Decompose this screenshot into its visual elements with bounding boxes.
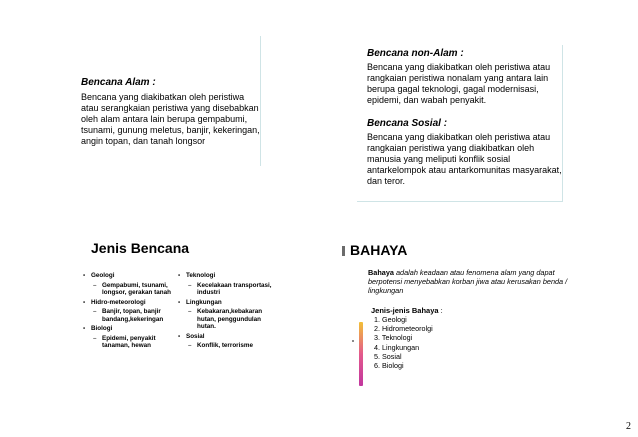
list-subitem: – Epidemi, penyakit tanaman, hewan — [83, 335, 183, 350]
bahaya-term: Bahaya — [368, 268, 394, 277]
bencana-alam-body: Bencana yang diakibatkan oleh peristiwa atau serangkaian peristiwa yang disebabkan oleh alam antara lain berupa gempabumi, tsunami, gunung meletus, banjir, kekeringan, angin topan, dan tanah longsor — [81, 92, 260, 146]
bullet-dot — [352, 340, 354, 342]
slide-bencana-nonalam-sosial — [357, 45, 563, 202]
slide-jenis-bencana — [75, 236, 295, 376]
list-item: • Lingkungan — [178, 299, 278, 307]
decorative-gradient-bar — [359, 322, 363, 386]
jenis-bencana-right-list — [178, 272, 278, 352]
bahaya-definition-text: adalah keadaan atau fenomena alam yang dapat berpotensi menyebabkan korban jiwa atau kerusakan benda / lingkungan — [368, 268, 568, 295]
bahaya-list-item: 5. Sosial — [374, 351, 402, 361]
bencana-sosial-body: Bencana yang diakibatkan oleh peristiwa atau rangkaian peristiwa yang diakibatkan oleh manusia yang meliputi konflik sosial antarkelompok atau antarkomunitas masyarakat, dan teror. — [367, 132, 562, 186]
bahaya-heading: BAHAYA — [350, 242, 408, 258]
bahaya-list-item: 2. Hidrometeorolgi — [374, 324, 433, 334]
list-subitem: – Konflik, terrorisme — [178, 342, 278, 350]
bencana-alam-title: Bencana Alam : — [81, 77, 156, 88]
bahaya-list-item: 1. Geologi — [374, 315, 407, 324]
bahaya-list-item: 4. Lingkungan — [374, 342, 420, 352]
list-item: • Biologi — [83, 325, 183, 333]
bencana-nonalam-title: Bencana non-Alam : — [367, 48, 464, 59]
slide-bahaya — [340, 236, 570, 396]
jenis-bencana-heading: Jenis Bencana — [91, 240, 190, 256]
bahaya-list-item: 3. Teknologi — [374, 333, 413, 343]
heading-accent-bar — [342, 246, 345, 256]
list-subitem: – Banjir, topan, banjir bandang,kekeringan — [83, 308, 183, 323]
bencana-nonalam-body: Bencana yang diakibatkan oleh peristiwa atau rangkaian peristiwa nonalam yang antara lain berupa gagal teknologi, gagal modernisasi, epidemi, dan wabah penyakit. — [367, 62, 551, 105]
jenis-bahaya-label: Jenis-jenis Bahaya — [371, 306, 439, 315]
list-item: • Geologi — [83, 272, 183, 280]
bahaya-list-item: 6. Biologi — [374, 361, 404, 371]
list-subitem: – Kecelakaan transportasi, industri — [178, 282, 278, 297]
jenis-bahaya-heading — [371, 306, 443, 315]
page-number: 2 — [626, 421, 631, 432]
list-subitem: – Kebakaran,kebakaran hutan, penggundulan hutan. — [178, 308, 278, 331]
list-item: • Hidro-meteorologi — [83, 299, 183, 307]
list-item: • Sosial — [178, 333, 278, 341]
list-subitem: – Gempabumi, tsunami, longsor, gerakan tanah — [83, 282, 183, 297]
list-item: • Teknologi — [178, 272, 278, 280]
bahaya-definition — [368, 268, 568, 295]
jenis-bahaya-colon: : — [438, 306, 443, 315]
slide-bencana-alam — [64, 36, 261, 166]
jenis-bahaya-list — [374, 315, 433, 370]
jenis-bencana-left-list — [83, 272, 183, 352]
bencana-sosial-title: Bencana Sosial : — [367, 118, 448, 129]
